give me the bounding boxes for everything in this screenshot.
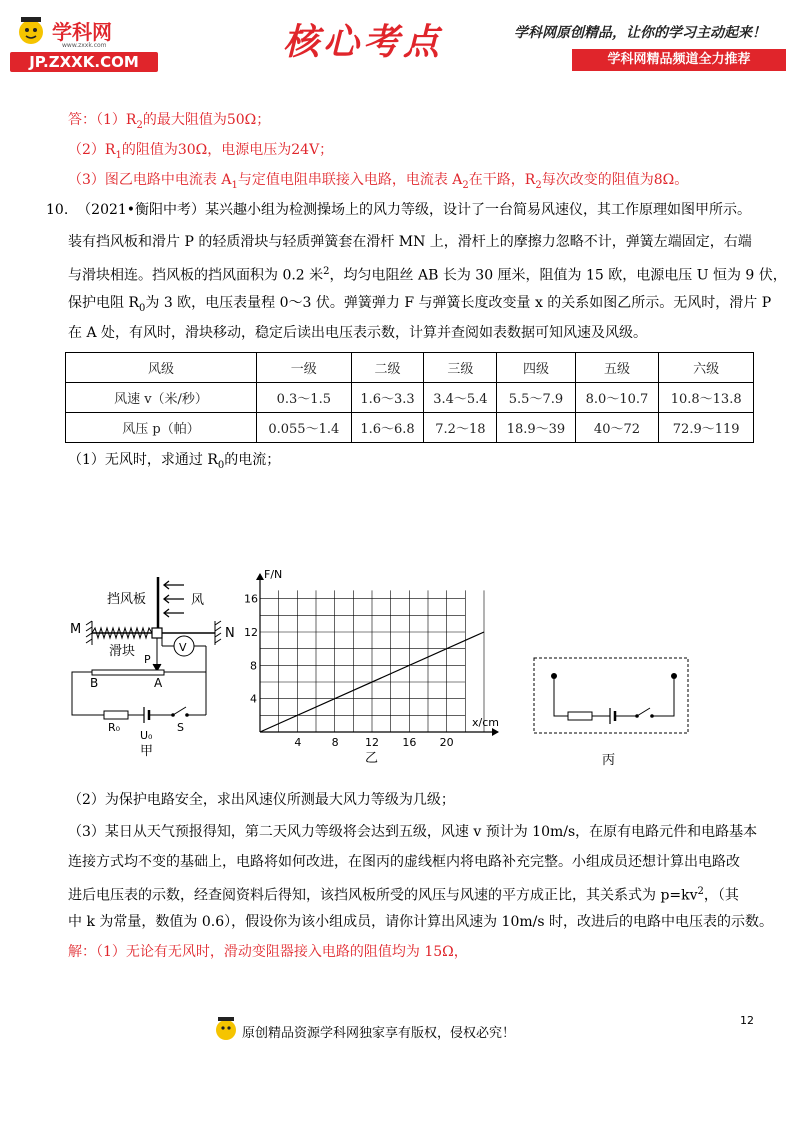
x-tick-label: 8 [331,736,339,749]
question-body-2: 与滑块相连。挡风板的挡风面积为 0.2 米$^2$，均匀电阻丝 AB 长为 30 厘米，阻值为 15 欧，电源电压 U 恒为 9 伏， [68,266,787,284]
banner: 学科网精品频道全力推荐 [572,49,786,71]
label-wind: 风 [191,593,205,608]
caption-bing: 丙 [602,753,616,768]
y-tick-label: 12 [244,626,258,639]
switch-s [173,707,186,715]
label-p: P [144,653,151,666]
table-cell: 0.055～1.4 [257,413,352,443]
answer-2: $(2)R_1$的阻值为30Ω，电源电压为24V； [68,142,334,161]
wind-table [65,352,754,443]
sub-question-1: （1）无风时，求通过 $R_0$的电流； [68,452,281,471]
page-number: 12 [740,1014,754,1027]
table-cell: 五级 [575,353,659,383]
table-cell: 六级 [659,353,754,383]
sub-question-3-line-3: 进后电压表的示数，经查阅资料后得知，该挡风板所受的风压与风速的平方成正比，其关系式为 $p=kv^2$，（其 [68,886,739,904]
table-cell: 风级 [66,353,257,383]
label-m: M [70,622,82,637]
table-cell: 5.5～7.9 [497,383,575,413]
sub-question-3-line-2: 连接方式均不变的基础上，电路将如何改进，在图丙的虚线框内将电路补充完整。小组成员还想计算出电路改 [68,854,740,870]
table-cell: 1.6～3.3 [351,383,424,413]
table-row-header [66,353,754,383]
chart-grid [260,590,484,732]
question-body-4: 在 A 处，有风时，滑块移动，稳定后读出电压表示数，计算并查阅如表数据可知风速及风级。 [68,325,648,341]
logo [14,12,154,52]
table-cell: 18.9～39 [497,413,575,443]
table-cell: 三级 [424,353,497,383]
table-cell: 风压 p（帕） [66,413,257,443]
resistance-wire-ab [92,670,164,675]
switch [637,708,650,716]
mascot-icon [212,1014,240,1044]
caption-jia: 甲 [140,744,154,759]
solution-line: 解：（1）无论有无风时，滑动变阻器接入电路的阻值均为 15Ω， [68,944,468,960]
page-title: 核心考点 [283,21,444,63]
table-cell: 72.9～119 [659,413,754,443]
label-u0: U₀ [140,729,153,742]
resistor-r0 [104,711,128,719]
table-cell: 8.0～10.7 [575,383,659,413]
answer-3: （3）图乙电路中电流表 $A_1$与定值电阻串联接入电路，电流表 $A_2$在干路，$R_2$每次改变的阻值为8Ω。 [68,172,689,191]
sub-question-3-line-4: 中 k 为常量，数值为 0.6），假设你为该小组成员，请你计算出风速为 10m/s 时，改进后的电路中电压表的示数。 [68,914,773,930]
slider-block [152,628,162,638]
label-slider: 滑块 [109,644,136,659]
caption-yi: 乙 [365,751,379,766]
mascot-icon [14,14,48,48]
chart-axes [256,573,499,736]
label-v: V [179,641,187,654]
y-tick-label: 4 [250,692,257,706]
chart-yi [240,568,520,767]
logo-url: www.zxxk.com [62,42,107,49]
sub-question-3-line-1: （3）某日从天气预报得知，第二天风力等级将会达到五级，风速 v 预计为 10m/s，在原有电路元件和电路基本 [68,824,758,840]
resistor [568,712,592,720]
sub-question-2: （2）为保护电路安全，求出风速仪所测最大风力等级为几级； [68,792,455,808]
table-cell: 10.8～13.8 [659,383,754,413]
x-axis-arrow [492,728,499,736]
table-cell: 3.4～5.4 [424,383,497,413]
left-wall [86,621,92,645]
x-tick-label: 4 [294,736,302,749]
table-cell: 二级 [351,353,424,383]
slogan: 学科网原创精品，让你的学习主动起来！ [514,25,766,41]
figure-bing [532,656,692,776]
x-tick-label: 16 [402,736,417,749]
logo-bar: JP.ZXXK.COM [10,52,158,72]
x-tick-label: 12 [365,736,379,749]
table-row-speed [66,383,754,413]
y-tick-label: 8 [250,659,257,673]
wind-arrows [164,581,184,617]
y-axis-label: F/N [264,568,283,581]
answer-1: 答：$(1)R_2$的最大阻值为50Ω； [68,112,271,131]
table-cell: 风速 v（米/秒） [66,383,257,413]
label-n: N [225,626,235,641]
figure-jia [60,575,235,759]
label-b: B [90,676,99,690]
dashed-box [534,658,688,733]
question-body-3: 保护电阻 $R_0$为 3 欧，电压表量程 0～3 伏。弹簧弹力 F 与弹簧长度改变量 x 的关系如图乙所示。无风时，滑片 P [68,295,772,314]
y-axis-arrow [256,573,264,580]
table-row-pressure [66,413,754,443]
label-s: S [177,721,184,734]
y-tick-label: 16 [244,592,258,606]
x-axis-label: x/cm [472,716,499,729]
table-cell: 40～72 [575,413,659,443]
table-cell: 0.3～1.5 [257,383,352,413]
right-wall [215,621,221,645]
logo-text: 学科网 [52,20,112,44]
label-board: 挡风板 [107,592,147,607]
table-cell: 一级 [257,353,352,383]
x-tick-label: 20 [439,736,454,749]
question-body-1: 装有挡风板和滑片 P 的轻质滑块与轻质弹簧套在滑杆 MN 上，滑杆上的摩擦力忽略不计，弹簧左端固定，右端 [68,234,752,250]
question-heading: 10. （2021•衡阳中考）某兴趣小组为检测操场上的风力等级，设计了一台简易风速仪，其工作原理如图甲所示。 [46,202,752,218]
table-cell: 1.6～6.8 [351,413,424,443]
label-r0: R₀ [108,721,121,734]
label-a: A [154,676,163,690]
footer-text: 原创精品资源学科网独家享有版权，侵权必究！ [242,1026,516,1041]
table-cell: 7.2～18 [424,413,497,443]
table-cell: 四级 [497,353,575,383]
